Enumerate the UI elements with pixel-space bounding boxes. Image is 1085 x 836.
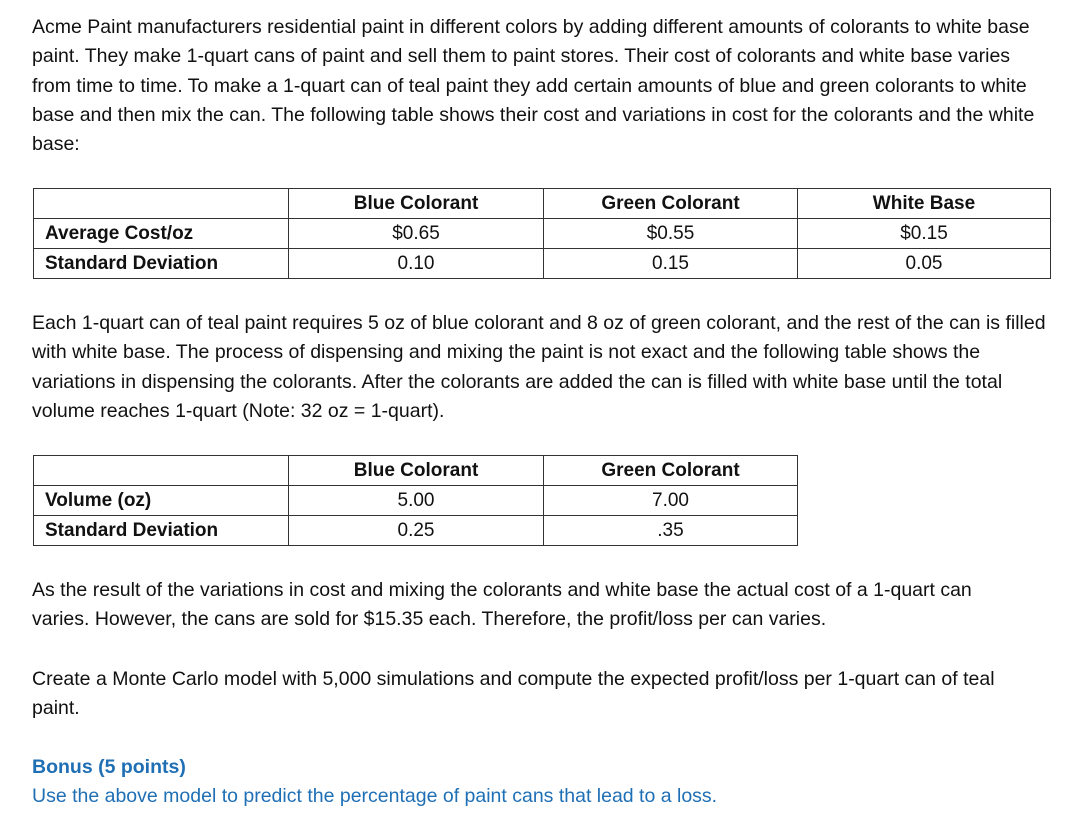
- table-cell: 0.15: [544, 249, 798, 279]
- volume-table: [33, 455, 798, 546]
- volume-table-header-blue: Blue Colorant: [289, 456, 544, 486]
- table-cell: 5.00: [289, 486, 544, 516]
- bonus-section: [32, 753, 1032, 812]
- table-cell: $0.15: [798, 219, 1051, 249]
- table-row: [34, 249, 1051, 279]
- result-paragraph: As the result of the variations in cost and mixing the colorants and white base the actual cost of a 1-quart can varies. However, the cans are sold for $15.35 each. Therefore, the profit/loss per can varies.: [32, 579, 972, 631]
- row-label: Standard Deviation: [34, 516, 289, 546]
- table-cell: 0.10: [289, 249, 544, 279]
- cost-table: [33, 188, 1051, 279]
- volume-table-header-row: [34, 456, 798, 486]
- volume-table-header-corner: [34, 456, 289, 486]
- table-cell: 0.25: [289, 516, 544, 546]
- table-cell: 0.05: [798, 249, 1051, 279]
- dispense-paragraph: Each 1-quart can of teal paint requires 5 oz of blue colorant and 8 oz of green colorant, and the rest of the can is filled with white base. The process of dispensing and mixing the paint is not exact and the following table shows the variations in dispensing the colorants. After the colorants are added the can is filled with white base until the total volume reaches 1-quart (Note: 32 oz = 1-quart).: [32, 312, 1046, 422]
- table-cell: $0.65: [289, 219, 544, 249]
- table-cell: 7.00: [544, 486, 798, 516]
- table-row: [34, 486, 798, 516]
- row-label: Standard Deviation: [34, 249, 289, 279]
- cost-table-header-corner: [34, 189, 289, 219]
- table-row: [34, 516, 798, 546]
- table-cell: .35: [544, 516, 798, 546]
- table-cell: $0.55: [544, 219, 798, 249]
- bonus-title: Bonus (5 points): [32, 756, 186, 778]
- cost-table-header-green: Green Colorant: [544, 189, 798, 219]
- cost-table-header-white: White Base: [798, 189, 1051, 219]
- bonus-body: Use the above model to predict the percentage of paint cans that lead to a loss.: [32, 785, 718, 808]
- task-paragraph: Create a Monte Carlo model with 5,000 simulations and compute the expected profit/loss per 1-quart can of teal paint.: [32, 668, 995, 720]
- intro-paragraph: Acme Paint manufacturers residential paint in different colors by adding different amounts of colorants to white base paint. They make 1-quart cans of paint and sell them to paint stores. Their cost of colorants and white base varies from time to time. To make a 1-quart can of teal paint they add certain amounts of blue and green colorants to white base and then mix the can. The following table shows their cost and variations in cost for the colorants and the white base:: [32, 16, 1035, 156]
- volume-table-header-green: Green Colorant: [544, 456, 798, 486]
- table-row: [34, 219, 1051, 249]
- row-label: Average Cost/oz: [34, 219, 289, 249]
- cost-table-header-blue: Blue Colorant: [289, 189, 544, 219]
- cost-table-header-row: [34, 189, 1051, 219]
- row-label: Volume (oz): [34, 486, 289, 516]
